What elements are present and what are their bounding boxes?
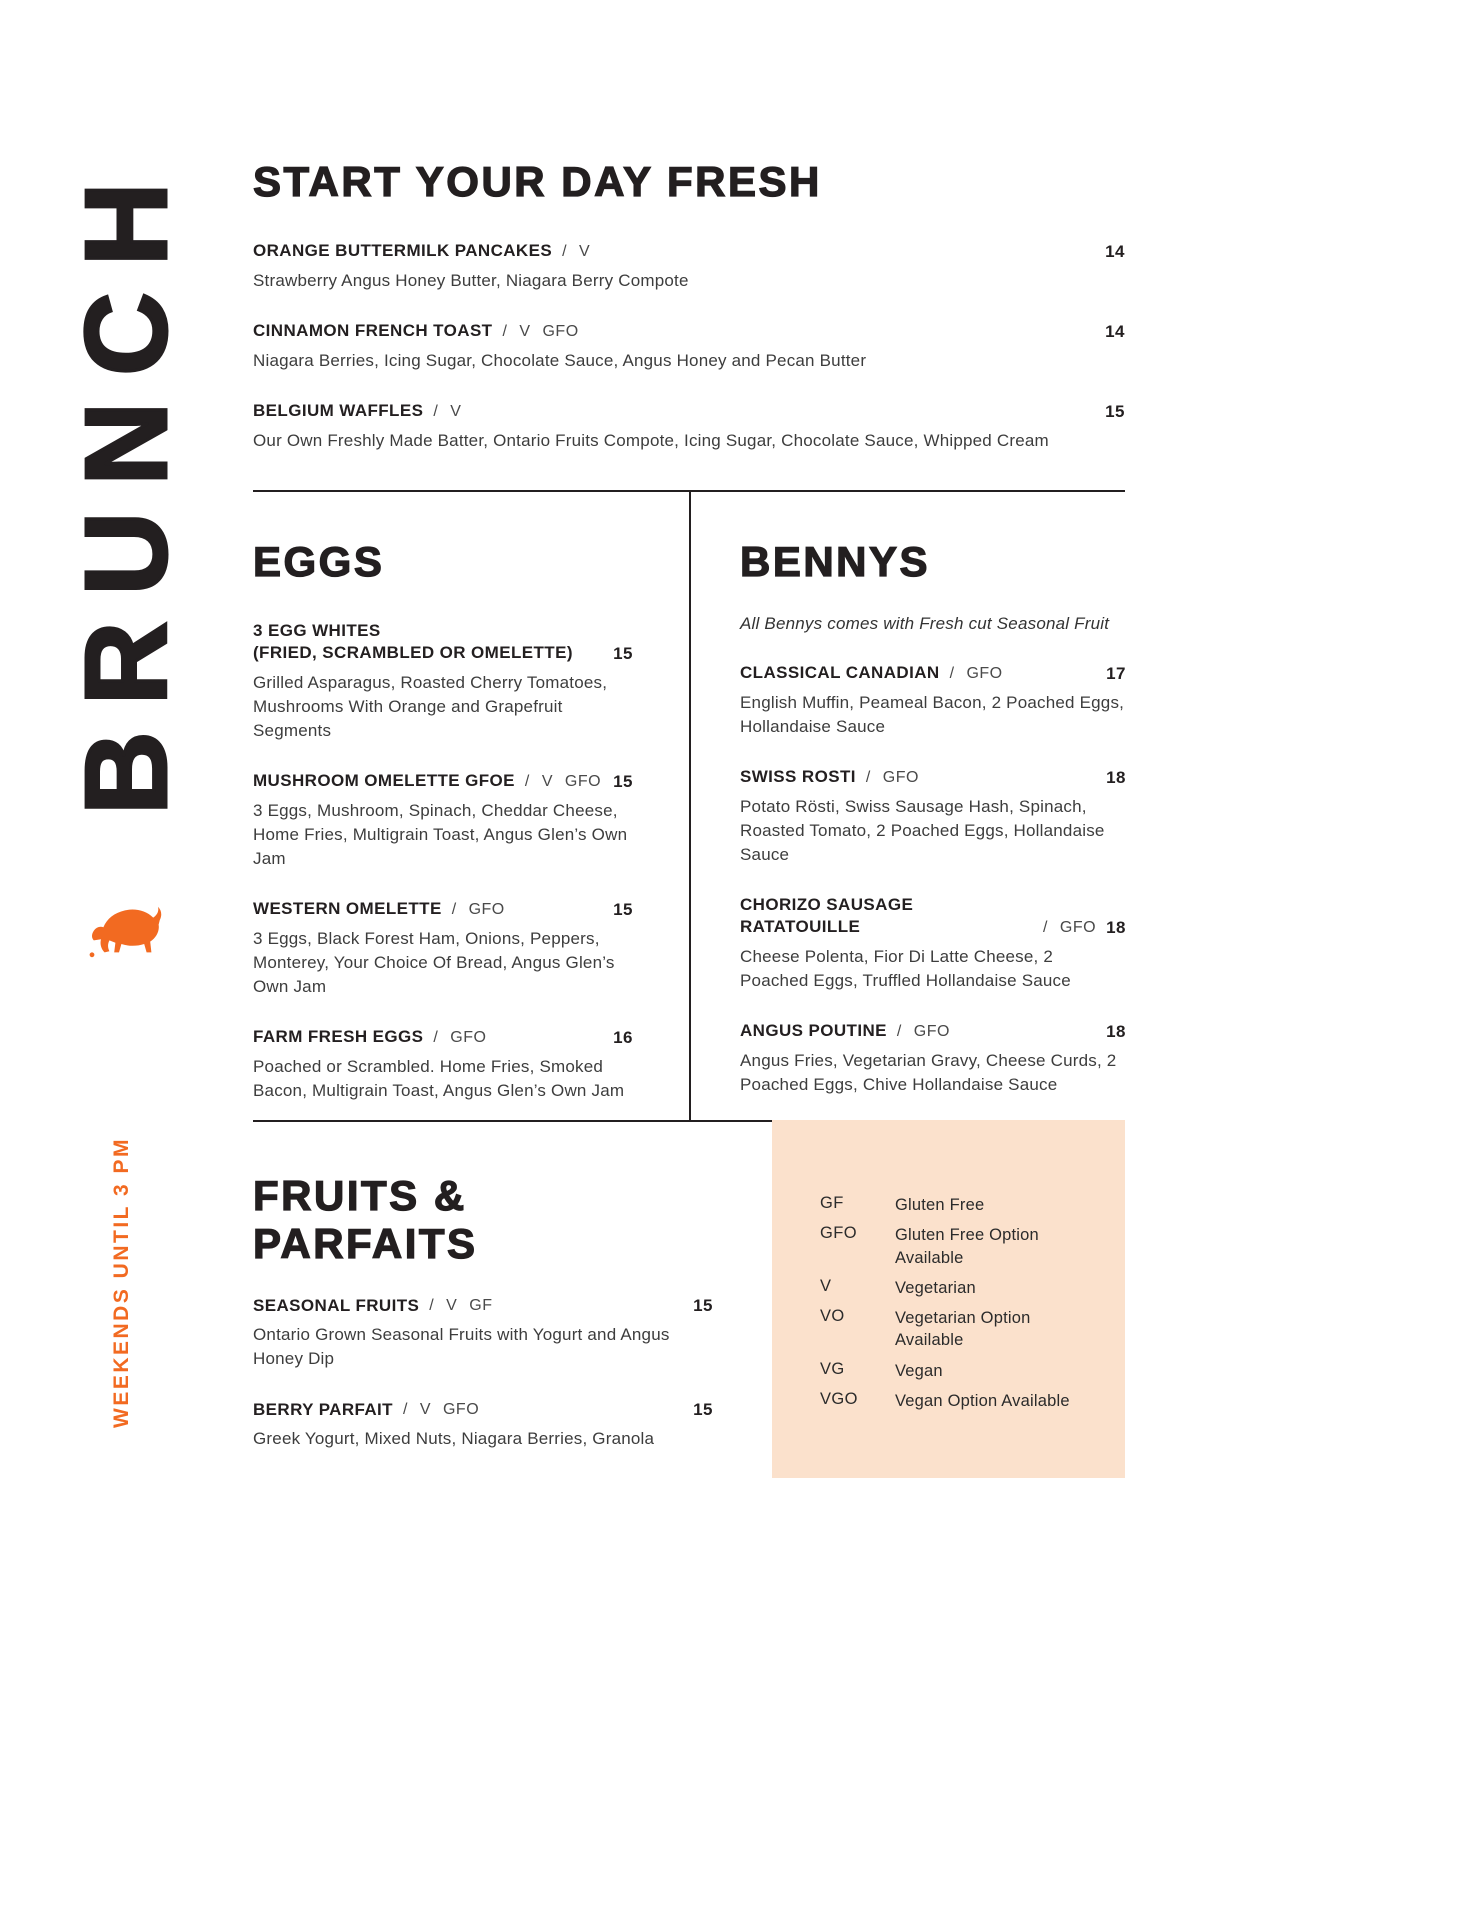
item-tags: / V GF (429, 1297, 493, 1315)
legend-box (772, 1120, 1125, 1478)
legend-code: VGO (820, 1389, 858, 1408)
section-title-eggs: EGGS (253, 538, 385, 585)
item-tags: / GFO (451, 901, 505, 919)
section-title-bennys: BENNYS (740, 538, 931, 585)
item-price: 16 (613, 1028, 633, 1048)
section-start-your-day-fresh (253, 158, 1125, 480)
item-name: CLASSICAL CANADIAN (740, 663, 940, 683)
legend-label: Gluten Free (895, 1196, 985, 1214)
item-price: 15 (613, 771, 633, 791)
section-fruits-parfaits (253, 1172, 713, 1478)
item-description: Poached or Scrambled. Home Fries, Smoked Bacon, Multigrain Toast, Angus Glen’s Own Jam (253, 1057, 625, 1101)
item-tags: / V GFO (524, 772, 602, 790)
item-name: WESTERN OMELETTE (253, 899, 442, 919)
item-name: SWISS ROSTI (740, 767, 856, 787)
section-title-start: START YOUR DAY FRESH (253, 158, 822, 205)
item-tags: / V (562, 243, 591, 261)
item-name: FARM FRESH EGGS (253, 1027, 424, 1047)
item-name: ORANGE BUTTERMILK PANCAKES (253, 241, 553, 261)
item-description: Angus Fries, Vegetarian Gravy, Cheese Curds, 2 Poached Eggs, Chive Hollandaise Sauce (740, 1050, 1117, 1095)
legend-label: Gluten Free Option Available (895, 1226, 1039, 1267)
legend-row (820, 1307, 1105, 1352)
item-name: BERRY PARFAIT (253, 1399, 393, 1419)
item-description: 3 Eggs, Mushroom, Spinach, Cheddar Cheese, Home Fries, Multigrain Toast, Angus Glen’s Own Jam (253, 800, 628, 869)
legend-code: GF (820, 1194, 844, 1212)
menu-item (253, 620, 633, 743)
menu-item (740, 766, 1126, 867)
item-price: 17 (1106, 664, 1126, 684)
legend-code: VG (820, 1359, 845, 1378)
item-price: 15 (1105, 401, 1125, 421)
item-price: 18 (1106, 768, 1126, 788)
item-price: 15 (693, 1400, 713, 1420)
item-name: BELGIUM WAFFLES (253, 401, 424, 421)
menu-item (740, 662, 1126, 739)
item-description: Grilled Asparagus, Roasted Cherry Tomatoes, Mushrooms With Orange and Grapefruit Segments (253, 672, 608, 741)
item-tags: / V GFO (402, 1401, 480, 1419)
item-tags: / GFO (1043, 918, 1097, 936)
menu-item (253, 898, 633, 999)
legend-code: GFO (820, 1224, 857, 1243)
item-tags: / V (433, 402, 462, 420)
legend-code: VO (820, 1307, 845, 1326)
legend-label: Vegan (895, 1361, 943, 1380)
item-price: 15 (693, 1296, 713, 1316)
menu-item (253, 240, 1125, 293)
item-name: SEASONAL FRUITS (253, 1295, 420, 1315)
item-price: 15 (613, 900, 633, 920)
section-bennys (740, 538, 1126, 1124)
brunch-vertical-title: BRUNCH (61, 156, 191, 815)
legend-row (820, 1277, 1105, 1299)
menu-item (253, 320, 1125, 373)
item-description: Our Own Freshly Made Batter, Ontario Fruits Compote, Icing Sugar, Chocolate Sauce, Whipped Cream (253, 430, 1049, 450)
item-tags: / GFO (896, 1022, 950, 1040)
item-description: Niagara Berries, Icing Sugar, Chocolate Sauce, Angus Honey and Pecan Butter (253, 350, 867, 370)
item-description: Greek Yogurt, Mixed Nuts, Niagara Berries, Granola (253, 1429, 655, 1449)
item-price: 15 (613, 643, 633, 663)
item-tags: / V GFO (502, 322, 579, 340)
menu-item (253, 770, 633, 871)
item-description: Potato Rösti, Swiss Sausage Hash, Spinach, Roasted Tomato, 2 Poached Eggs, Hollandaise Sauce (740, 797, 1105, 865)
item-name: MUSHROOM OMELETTE GFOE (253, 771, 515, 791)
item-price: 18 (1106, 917, 1126, 937)
item-price: 14 (1105, 242, 1125, 262)
item-price: 18 (1106, 1021, 1126, 1041)
item-name: 3 EGG WHITES (FRIED, SCRAMBLED OR OMELETTE) (253, 621, 573, 663)
legend-row (820, 1390, 1105, 1412)
menu-item (253, 1295, 713, 1372)
legend-code: V (820, 1276, 832, 1295)
legend-row (820, 1360, 1105, 1382)
item-name: CHORIZO SAUSAGE RATATOUILLE (740, 895, 914, 937)
menu-item (253, 1399, 713, 1452)
item-tags: / GFO (433, 1029, 487, 1047)
weekends-tagline: WEEKENDS UNTIL 3 PM (110, 1137, 133, 1428)
item-tags: / GFO (865, 769, 919, 787)
section-eggs (253, 538, 633, 1130)
legend-row (820, 1194, 1105, 1216)
item-price: 14 (1105, 321, 1125, 341)
item-tags: / GFO (949, 665, 1003, 683)
legend-label: Vegetarian (895, 1278, 976, 1297)
legend-row (820, 1224, 1105, 1269)
menu-item (740, 1020, 1126, 1097)
item-name: CINNAMON FRENCH TOAST (253, 321, 493, 341)
bull-logo-icon (88, 902, 168, 962)
item-name: ANGUS POUTINE (740, 1021, 887, 1041)
divider-horizontal-bottom (253, 1120, 773, 1122)
divider-vertical (689, 491, 691, 1120)
item-description: 3 Eggs, Black Forest Ham, Onions, Peppers, Monterey, Your Choice Of Bread, Angus Glen’s Own Jam (253, 929, 615, 997)
item-description: Cheese Polenta, Fior Di Latte Cheese, 2 Poached Eggs, Truffled Hollandaise Sauce (740, 946, 1071, 991)
item-description: English Muffin, Peameal Bacon, 2 Poached Eggs, Hollandaise Sauce (740, 693, 1125, 737)
bennys-note: All Bennys comes with Fresh cut Seasonal Fruit (740, 614, 1110, 634)
item-description: Ontario Grown Seasonal Fruits with Yogurt and Angus Honey Dip (253, 1325, 670, 1369)
menu-item (253, 1026, 633, 1103)
legend-label: Vegan Option Available (895, 1391, 1070, 1410)
menu-item (740, 894, 1126, 993)
menu-item (253, 400, 1125, 453)
legend-label: Vegetarian Option Available (895, 1309, 1031, 1350)
item-description: Strawberry Angus Honey Butter, Niagara Berry Compote (253, 271, 689, 291)
section-title-fruits: FRUITS & PARFAITS (253, 1172, 478, 1268)
